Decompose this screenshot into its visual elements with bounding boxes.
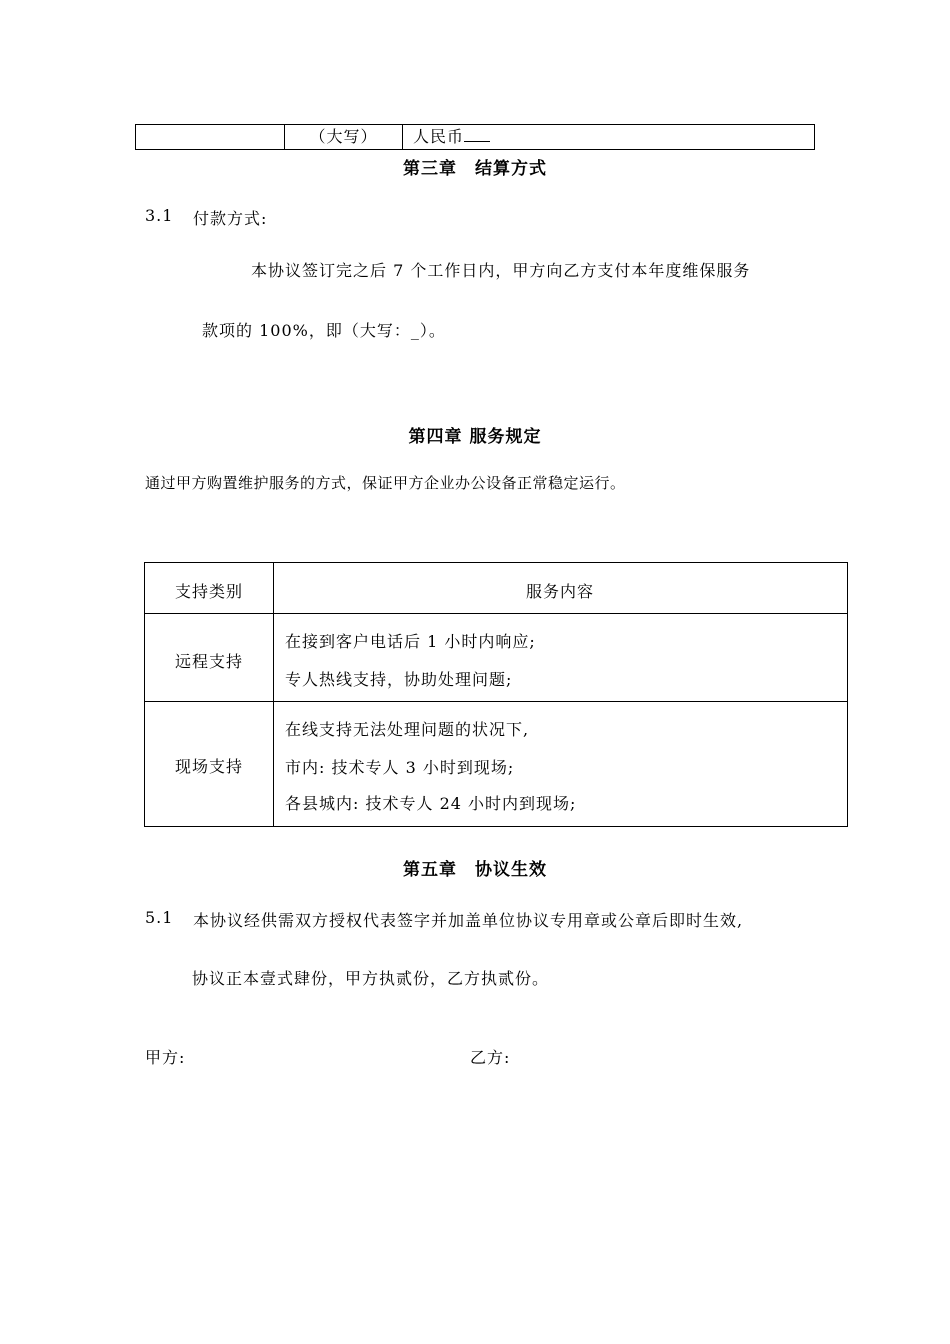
amount-table-fragment xyxy=(135,124,815,150)
table-divider xyxy=(273,563,274,826)
row-remote-item: 在接到客户电话后 1 小时内响应; xyxy=(285,632,536,651)
effect-paragraph-line1: 本协议经供需双方授权代表签字并加盖单位协议专用章或公章后即时生效, xyxy=(193,911,744,930)
clause-3-1-title: 付款方式: xyxy=(193,209,268,228)
row-remote-item: 专人热线支持，协助处理问题; xyxy=(285,670,513,689)
row-remote-category: 远程支持 xyxy=(174,652,243,671)
row-onsite-item: 各县城内: 技术专人 24 小时内到现场; xyxy=(285,794,577,813)
clause-5-1-number: 5.1 xyxy=(145,908,174,927)
rmb-cell xyxy=(403,125,814,149)
party-a-signature-label: 甲方: xyxy=(145,1048,186,1067)
empty-cell xyxy=(136,125,285,149)
party-b-signature-label: 乙方: xyxy=(470,1048,511,1067)
table-divider xyxy=(145,701,847,702)
clause-3-1-number: 3.1 xyxy=(145,206,174,225)
daxie-label: （大写） xyxy=(285,125,403,149)
chapter3-title: 第三章 结算方式 xyxy=(403,159,547,179)
service-table xyxy=(144,562,848,827)
row-onsite-category: 现场支持 xyxy=(174,757,243,776)
row-onsite-item: 市内: 技术专人 3 小时到现场; xyxy=(285,758,515,777)
table-divider xyxy=(145,613,847,614)
chapter4-title: 第四章 服务规定 xyxy=(408,427,542,447)
payment-paragraph-line1: 本协议签订完之后 7 个工作日内，甲方向乙方支付本年度维保服务 xyxy=(251,261,751,280)
header-content: 服务内容 xyxy=(525,582,594,601)
payment-paragraph-line2: 款项的 100%，即（大写：_）。 xyxy=(202,321,446,340)
row-onsite-item: 在线支持无法处理问题的状况下, xyxy=(285,720,530,739)
chapter5-title: 第五章 协议生效 xyxy=(403,860,547,880)
header-category: 支持类别 xyxy=(174,582,243,601)
rmb-blank-line xyxy=(464,125,490,142)
service-intro: 通过甲方购置维护服务的方式，保证甲方企业办公设备正常稳定运行。 xyxy=(145,474,626,492)
effect-paragraph-line2: 协议正本壹式肆份，甲方执贰份，乙方执贰份。 xyxy=(192,969,550,988)
rmb-label: 人民币 xyxy=(413,127,465,146)
